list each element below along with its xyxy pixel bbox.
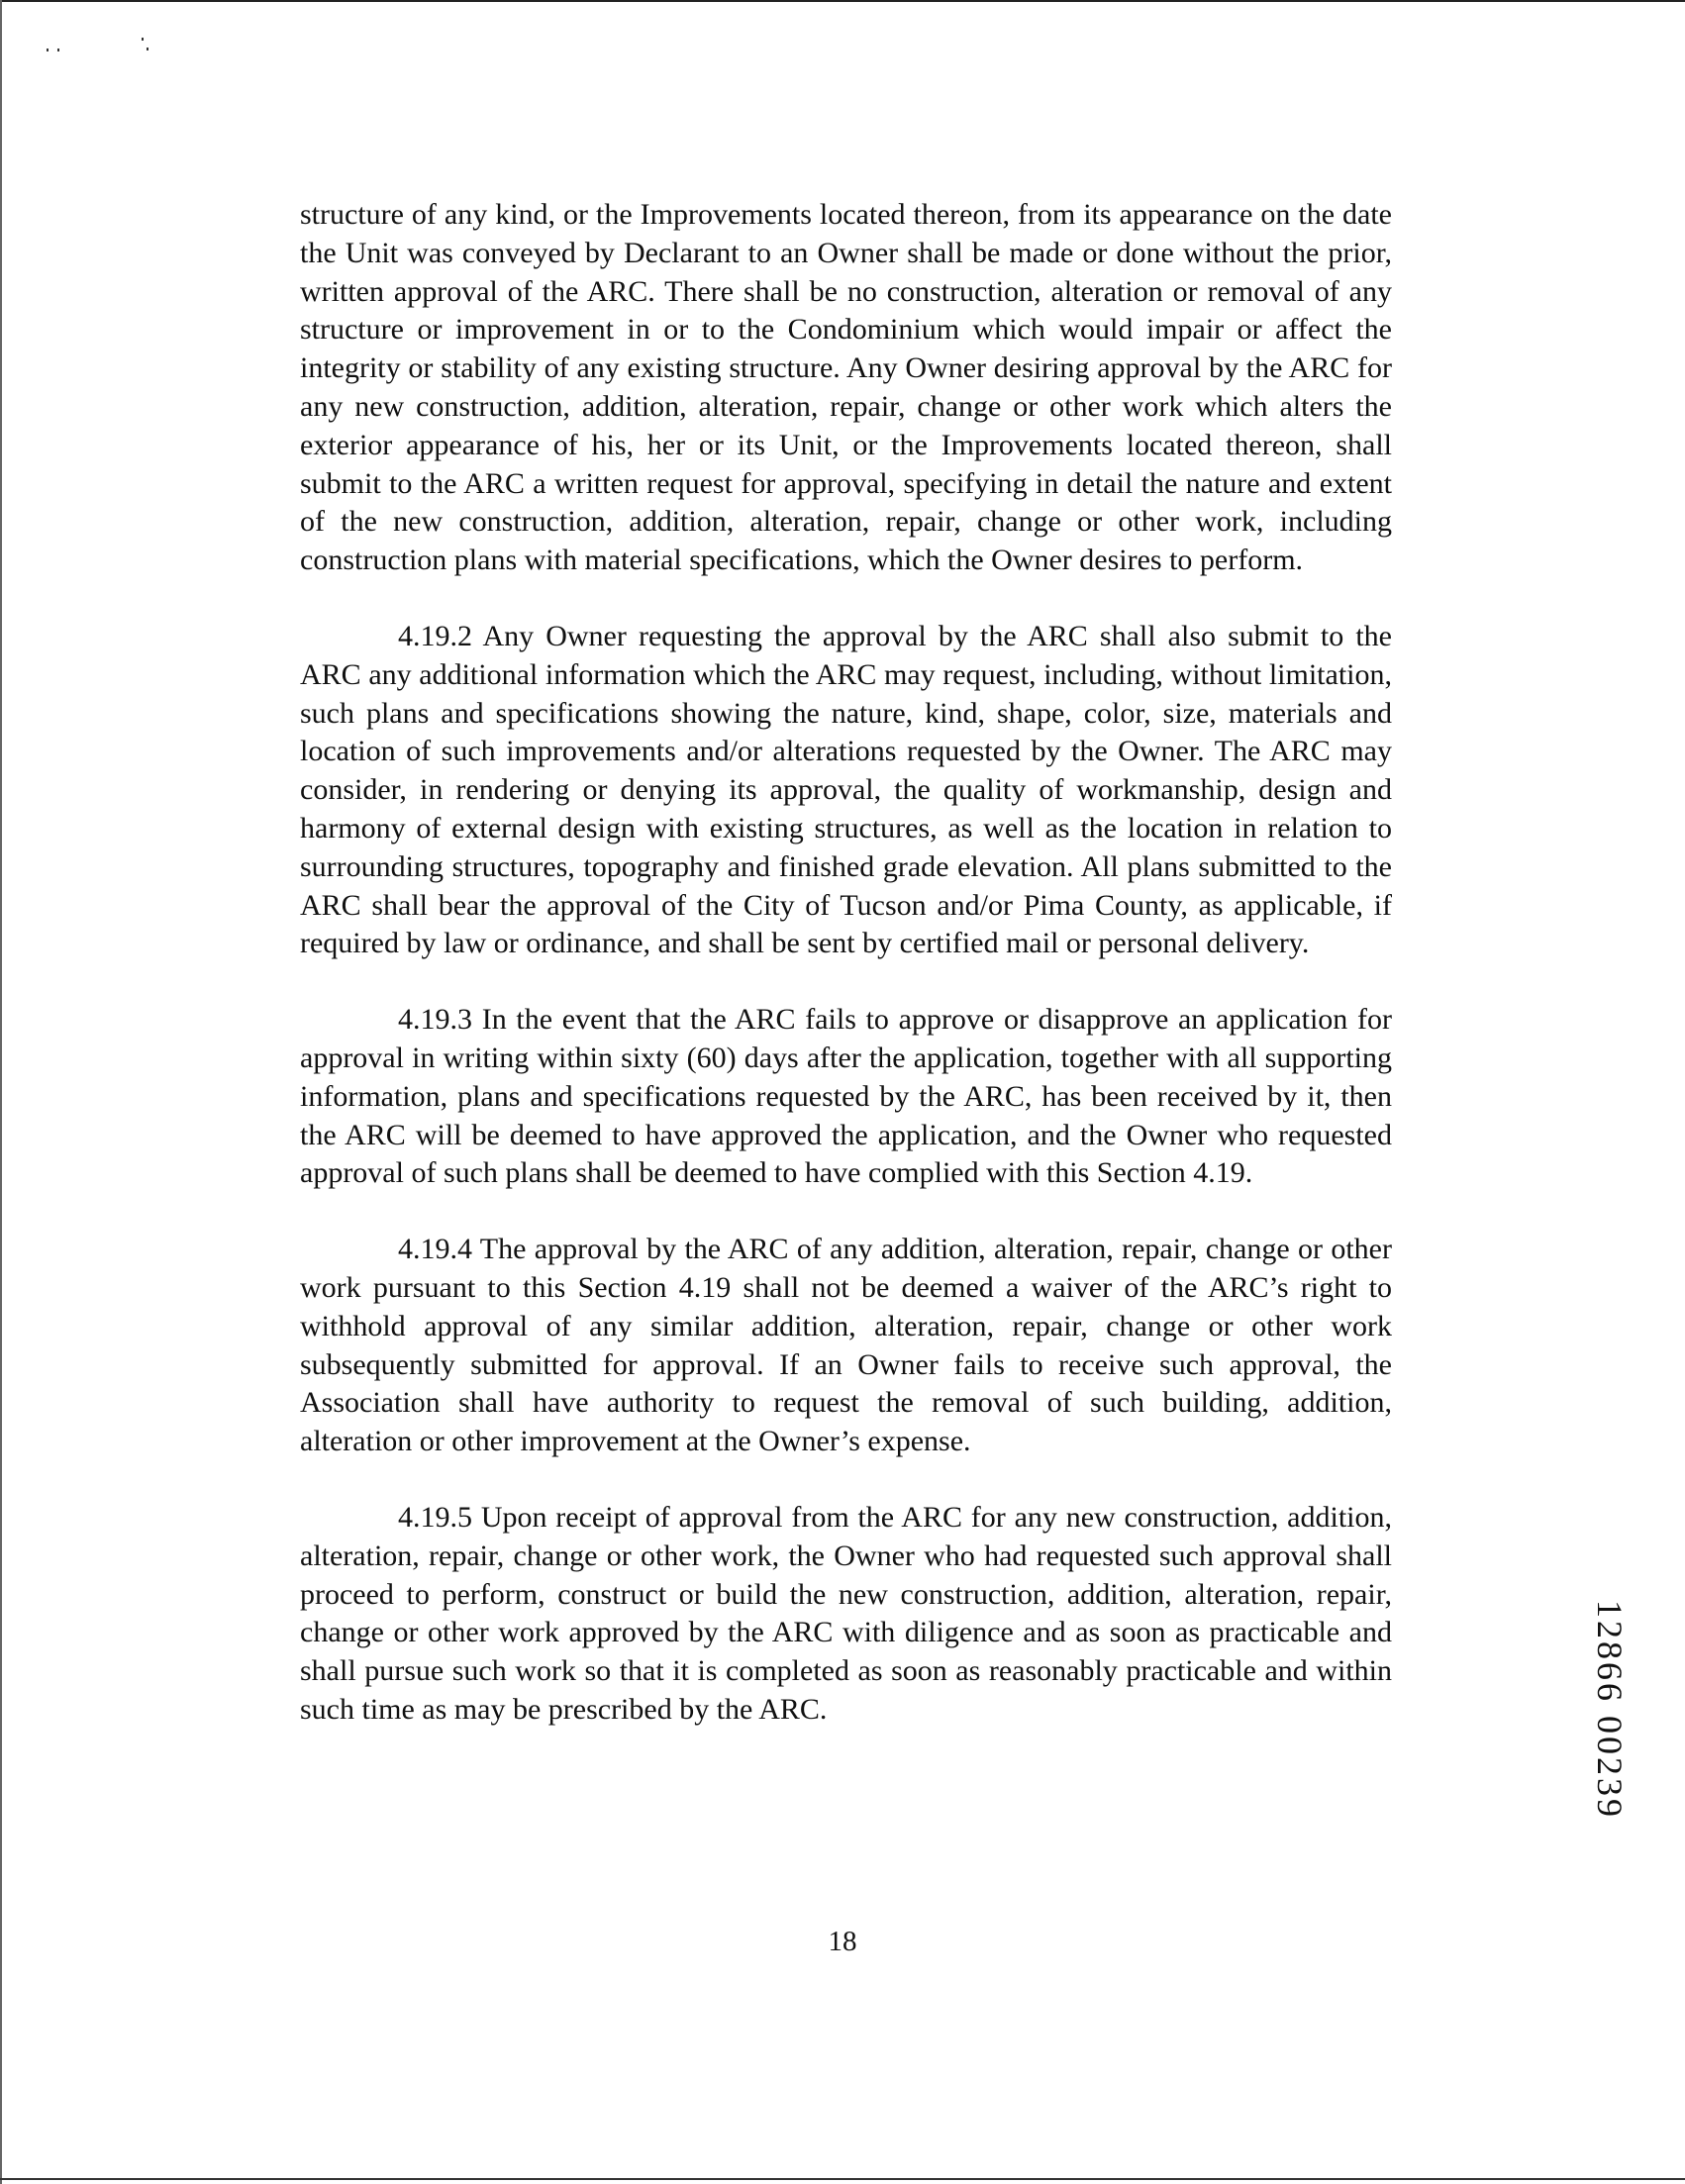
scan-speck [57,49,59,51]
paragraph-4-19-3: 4.19.3 In the event that the ARC fails to approve or disapprove an application for approval in writing within sixty (60) days after the application, together with all supporting information, plans and specifications requested by the ARC, has been received by it, then the ARC will be deemed to have approved the application, and the Owner who requested approval of such plans shall be deemed to have complied with this Section 4.19. [300,1003,1392,1190]
scan-speck [142,38,144,41]
paragraph-4-19-5: 4.19.5 Upon receipt of approval from the ARC for any new construction, addition, alteration, repair, change or other work, the Owner who had requested such approval shall proceed to perform, construct or build the new construction, addition, alteration, repair, change or other work approved by the ARC with diligence and as soon as practicable and shall pursue such work so that it is completed as soon as reasonably practicable and within such time as may be prescribed by the ARC. [300,1500,1392,1726]
paragraph-4-19-2: 4.19.2 Any Owner requesting the approval by the ARC shall also submit to the ARC any additional information which the ARC may request, including, without limitation, such plans and specifications showing the nature, kind, shape, color, size, materials and location of such improvements and/or alterations requested by the Owner. The ARC may consider, in rendering or denying its approval, the quality of workmanship, design and harmony of external design with existing structures, as well as the location in relation to surrounding structures, topography and finished grade elevation. All plans submitted to the ARC shall bear the approval of the City of Tucson and/or Pima County, as applicable, if required by law or ordinance, and shall be sent by certified mail or personal delivery. [300,619,1392,960]
recording-number-text: 12866 00239 [1590,1600,1630,1820]
page-number: 18 [828,1926,857,1957]
scan-border-left [0,0,2,2184]
scan-speck [147,48,149,50]
scan-border-top [0,0,1685,2]
recording-stamp [1578,1566,1641,1853]
scan-speck [47,49,49,51]
paragraph-continuation: structure of any kind, or the Improvements located thereon, from its appearance on the date the Unit was conveyed by Declarant to an Owner shall be made or done without the prior, written approval of the ARC. There shall be no construction, alteration or removal of any structure or improvement in or to the Condominium which would impair or affect the integrity or stability of any existing structure. Any Owner desiring approval by the ARC for any new construction, addition, alteration, repair, change or other work which alters the exterior appearance of his, her or its Unit, or the Improvements located thereon, shall submit to the ARC a written request for approval, specifying in detail the nature and extent of the new construction, addition, alteration, repair, change or other work, including construction plans with material specifications, which the Owner desires to perform. [300,198,1392,577]
scan-border-bottom [0,2178,1685,2180]
document-body [300,196,1392,1767]
paragraph-4-19-4: 4.19.4 The approval by the ARC of any addition, alteration, repair, change or other work pursuant to this Section 4.19 shall not be deemed a waiver of the ARC’s right to withhold approval of any similar addition, alteration, repair, change or other work subsequently submitted for approval. If an Owner fails to receive such approval, the Association shall have authority to request the removal of such building, addition, alteration or other improvement at the Owner’s expense. [300,1233,1392,1458]
